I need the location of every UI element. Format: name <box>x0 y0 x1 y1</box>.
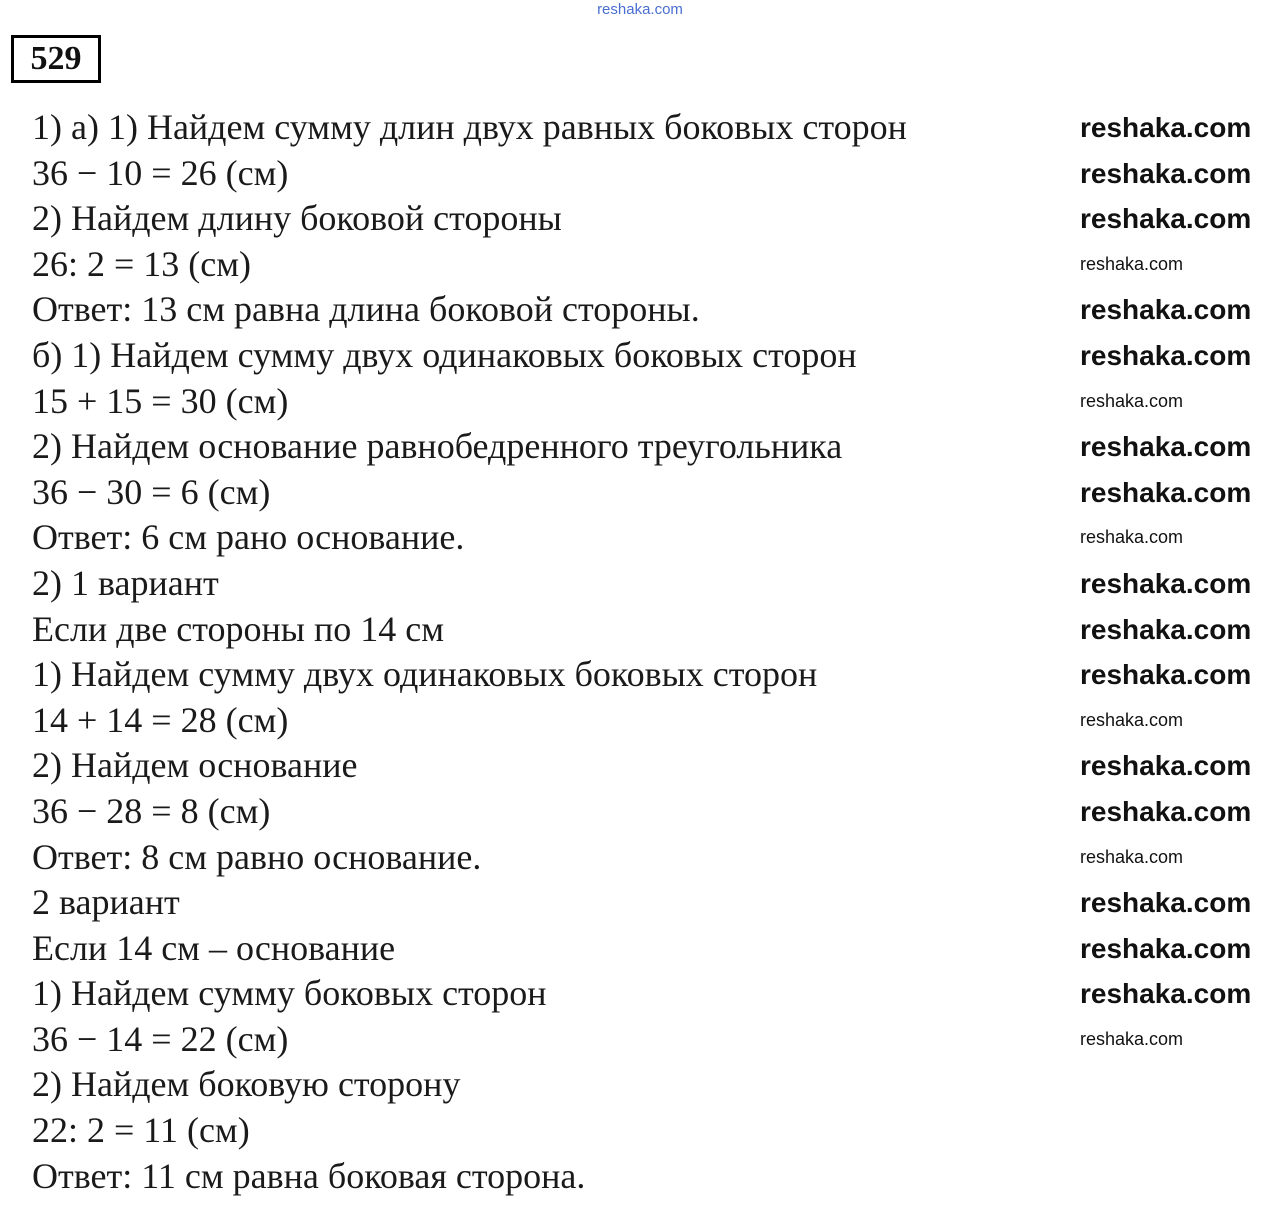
text-line: Если 14 см – основание <box>32 927 396 968</box>
watermark: reshaka.com <box>1080 659 1252 691</box>
text-line: 2) 1 вариант <box>32 562 219 603</box>
watermark: reshaka.com <box>1080 709 1184 730</box>
watermark: reshaka.com <box>1080 846 1184 867</box>
text-line: 2 вариант <box>32 882 180 923</box>
watermark: reshaka.com <box>1080 932 1252 964</box>
watermark: reshaka.com <box>1080 157 1252 189</box>
text-line: 1) Найдем сумму боковых сторон <box>32 973 547 1014</box>
watermark: reshaka.com <box>1080 613 1252 645</box>
text-line: Ответ: 13 см равна длина боковой стороны. <box>32 289 700 330</box>
text-line: 22: 2 = 11 (см) <box>32 1110 250 1151</box>
solution-text <box>32 105 1052 1199</box>
text-line: 36 − 28 = 8 (см) <box>32 790 271 831</box>
text-line: Если две стороны по 14 см <box>32 608 444 649</box>
watermark: reshaka.com <box>1080 567 1252 599</box>
problem-number: 529 <box>11 35 101 83</box>
watermark: reshaka.com <box>1080 527 1184 548</box>
watermark: reshaka.com <box>1080 294 1252 326</box>
watermark: reshaka.com <box>1080 750 1252 782</box>
text-line: 2) Найдем основание <box>32 745 358 786</box>
text-line: 1) Найдем сумму двух одинаковых боковых сторон <box>32 654 818 695</box>
text-line: 36 − 30 = 6 (см) <box>32 471 271 512</box>
text-line: 15 + 15 = 30 (см) <box>32 380 289 421</box>
watermark-column <box>1080 105 1270 1062</box>
text-line: 2) Найдем длину боковой стороны <box>32 198 562 239</box>
text-line: 2) Найдем основание равнобедренного треугольника <box>32 426 843 467</box>
text-line: б) 1) Найдем сумму двух одинаковых боковых сторон <box>32 334 857 375</box>
text-line: Ответ: 11 см равна боковая сторона. <box>32 1155 586 1196</box>
watermark: reshaka.com <box>1080 339 1252 371</box>
text-line: Ответ: 6 см рано основание. <box>32 517 465 558</box>
watermark: reshaka.com <box>1080 112 1252 143</box>
text-line: 26: 2 = 13 (см) <box>32 243 252 284</box>
watermark: reshaka.com <box>1080 887 1252 919</box>
watermark: reshaka.com <box>1080 1028 1184 1049</box>
watermark: reshaka.com <box>1080 476 1252 508</box>
watermark: reshaka.com <box>1080 253 1184 274</box>
watermark: reshaka.com <box>1080 978 1252 1010</box>
watermark: reshaka.com <box>1080 390 1184 411</box>
text-line: 14 + 14 = 28 (см) <box>32 699 289 740</box>
text-line: 36 − 14 = 22 (см) <box>32 1018 289 1059</box>
text-line: 36 − 10 = 26 (см) <box>32 152 289 193</box>
watermark: reshaka.com <box>1080 431 1252 463</box>
text-line: 1) а) 1) Найдем сумму длин двух равных боковых сторон <box>32 107 907 147</box>
text-line: 2) Найдем боковую сторону <box>32 1064 461 1105</box>
watermark: reshaka.com <box>1080 795 1252 827</box>
text-line: Ответ: 8 см равно основание. <box>32 836 482 877</box>
watermark: reshaka.com <box>597 1 683 18</box>
watermark: reshaka.com <box>1080 203 1252 235</box>
